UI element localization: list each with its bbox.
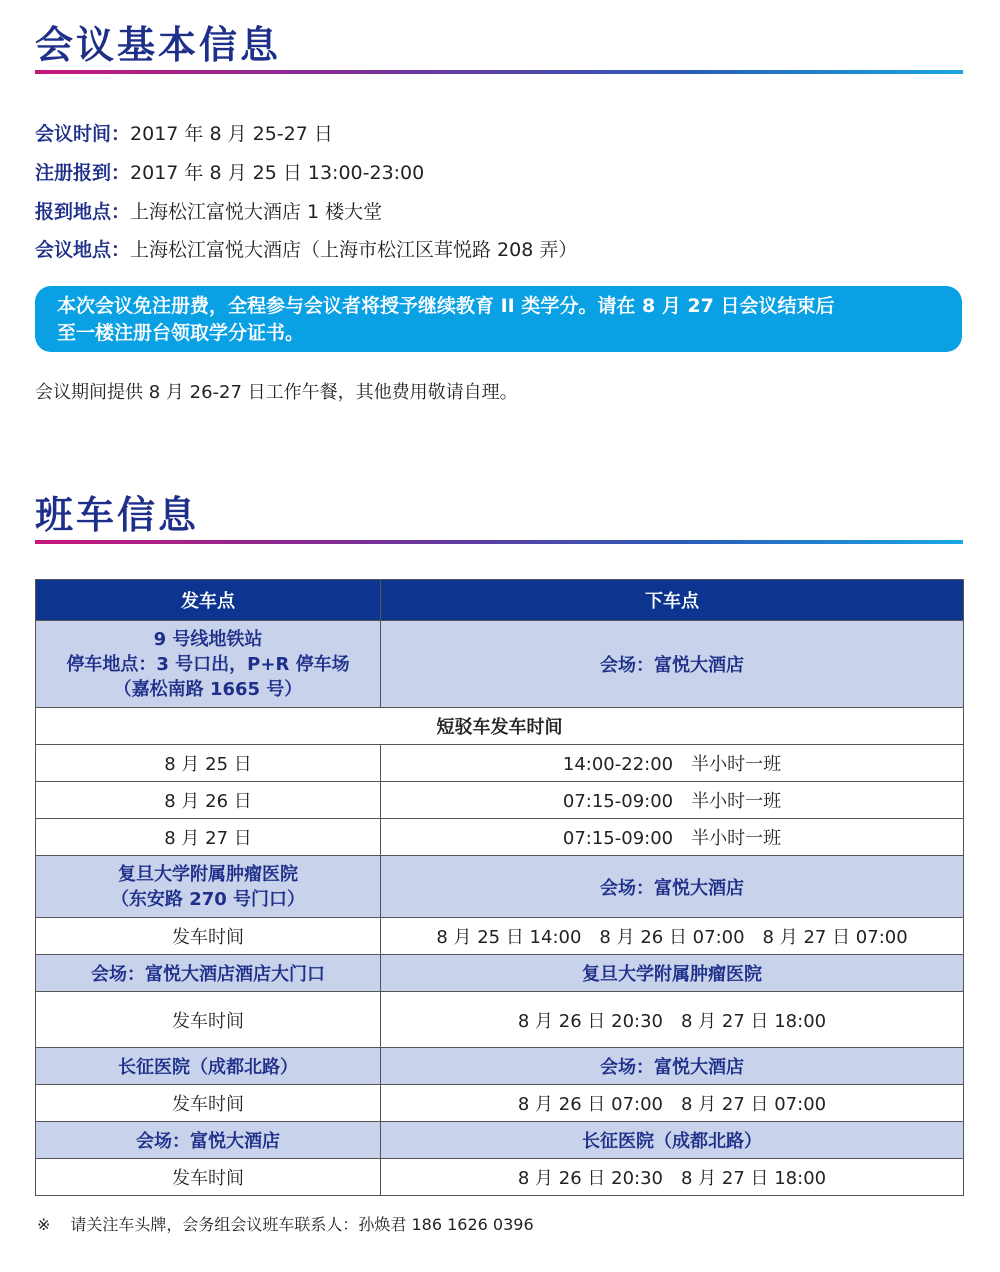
departure-cell: 长征医院（成都北路） — [36, 1048, 381, 1085]
info-value: 2017 年 8 月 25-27 日 — [130, 123, 333, 145]
time-cell: 07:15-09:00 半小时一班 — [381, 819, 964, 856]
shuttle-title-row — [36, 708, 964, 745]
route-row — [36, 1122, 964, 1159]
reference-mark-icon: ※ — [37, 1215, 51, 1234]
table-header-row — [36, 580, 964, 621]
departure-cell: 会场：富悦大酒店酒店大门口 — [36, 955, 381, 992]
cell-line: 停车地点：3 号口出，P+R 停车场 — [66, 653, 350, 675]
table-row — [36, 1085, 964, 1122]
info-label: 会议地点： — [35, 239, 131, 261]
meeting-time-line — [35, 119, 333, 146]
table-row — [36, 745, 964, 782]
table-row — [36, 918, 964, 955]
time-label-cell: 发车时间 — [36, 992, 381, 1048]
info-label: 注册报到： — [35, 162, 131, 184]
info-value: 上海松江富悦大酒店（上海市松江区茸悦路 208 弄） — [130, 239, 578, 261]
info-label: 报到地点： — [35, 201, 131, 223]
registration-line — [35, 158, 424, 185]
footnote — [37, 1212, 534, 1235]
footnote-text: 请关注车头牌，会务组会议班车联系人：孙焕君 186 1626 0396 — [70, 1215, 534, 1234]
route-row — [36, 1048, 964, 1085]
credit-notice-banner — [35, 286, 962, 352]
shuttle-table — [35, 579, 964, 1196]
route-row — [36, 955, 964, 992]
time-label-cell: 发车时间 — [36, 1085, 381, 1122]
cell-line: （东安路 270 号门口） — [110, 888, 306, 910]
time-cell: 14:00-22:00 半小时一班 — [381, 745, 964, 782]
arrival-cell: 会场：富悦大酒店 — [381, 856, 964, 918]
departure-cell — [36, 856, 381, 918]
time-label-cell: 发车时间 — [36, 1159, 381, 1196]
section-divider — [35, 540, 963, 544]
route-row — [36, 856, 964, 918]
section-title-shuttle-info: 班车信息 — [35, 493, 200, 537]
header-arrival: 下车点 — [381, 580, 964, 621]
cell-line: 9 号线地铁站 — [153, 628, 263, 650]
info-value: 上海松江富悦大酒店 1 楼大堂 — [130, 201, 383, 223]
time-cell: 07:15-09:00 半小时一班 — [381, 782, 964, 819]
time-cell: 8 月 26 日 07:00 8 月 27 日 07:00 — [381, 1085, 964, 1122]
date-cell: 8 月 26 日 — [36, 782, 381, 819]
time-cell: 8 月 26 日 20:30 8 月 27 日 18:00 — [381, 1159, 964, 1196]
info-value: 2017 年 8 月 25 日 13:00-23:00 — [130, 162, 425, 184]
section-divider — [35, 70, 963, 74]
meal-note: 会议期间提供 8 月 26-27 日工作午餐，其他费用敬请自理。 — [35, 382, 518, 403]
time-cell: 8 月 26 日 20:30 8 月 27 日 18:00 — [381, 992, 964, 1048]
arrival-cell: 会场：富悦大酒店 — [381, 1048, 964, 1085]
table-row — [36, 782, 964, 819]
arrival-cell: 长征医院（成都北路） — [381, 1122, 964, 1159]
checkin-location-line — [35, 197, 382, 224]
section-title-meeting-info: 会议基本信息 — [35, 23, 282, 67]
notice-line: 本次会议免注册费，全程参与会议者将授予继续教育 II 类学分。请在 8 月 27 日会议结束后 — [57, 295, 835, 317]
table-row — [36, 1159, 964, 1196]
cell-line: （嘉松南路 1665 号） — [113, 678, 303, 700]
date-cell: 8 月 27 日 — [36, 819, 381, 856]
arrival-cell: 复旦大学附属肿瘤医院 — [381, 955, 964, 992]
route-row — [36, 621, 964, 708]
departure-cell — [36, 621, 381, 708]
meeting-venue-line — [35, 235, 577, 262]
cell-line: 复旦大学附属肿瘤医院 — [118, 863, 298, 885]
departure-cell: 会场：富悦大酒店 — [36, 1122, 381, 1159]
info-label: 会议时间： — [35, 123, 131, 145]
table-row — [36, 819, 964, 856]
shuttle-title: 短驳车发车时间 — [36, 708, 964, 745]
table-row — [36, 992, 964, 1048]
arrival-cell: 会场：富悦大酒店 — [381, 621, 964, 708]
time-label-cell: 发车时间 — [36, 918, 381, 955]
time-cell: 8 月 25 日 14:00 8 月 26 日 07:00 8 月 27 日 07:00 — [381, 918, 964, 955]
date-cell: 8 月 25 日 — [36, 745, 381, 782]
notice-line: 至一楼注册台领取学分证书。 — [57, 322, 305, 344]
header-departure: 发车点 — [36, 580, 381, 621]
